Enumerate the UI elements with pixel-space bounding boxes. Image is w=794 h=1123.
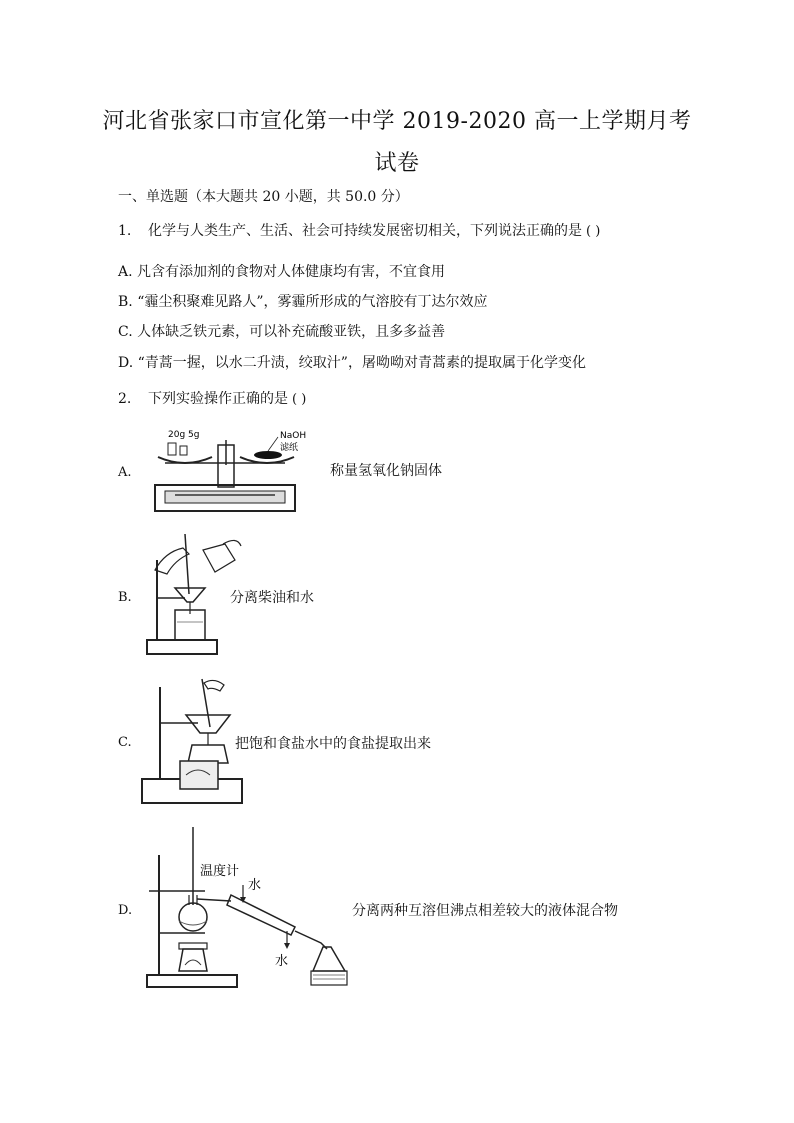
- distillation-setup-figure: [145, 825, 360, 990]
- water-inlet-label: 水: [248, 878, 262, 893]
- evaporation-setup-figure: [140, 675, 250, 807]
- option-b-caption: 分离柴油和水: [230, 590, 314, 606]
- option-a: A. 凡含有添加剂的食物对人体健康均有害，不宜食用: [118, 264, 446, 280]
- question-text: 下列实验操作正确的是: [148, 391, 288, 407]
- naoh-label: NaOH: [280, 431, 307, 441]
- answer-blank: ( ): [292, 392, 307, 407]
- answer-blank: ( ): [586, 224, 601, 239]
- thermometer-label: 温度计: [200, 864, 240, 879]
- water-outlet-label: 水: [275, 954, 289, 969]
- question-number: 1.: [118, 223, 132, 239]
- weights-label: 20g 5g: [168, 430, 200, 440]
- page-title-line2: 试卷: [374, 151, 420, 176]
- option-c-letter: C.: [118, 735, 132, 750]
- section-heading: 一、单选题（本大题共 20 小题，共 50.0 分）: [118, 189, 409, 205]
- option-b-letter: B.: [118, 590, 132, 605]
- question-2: [118, 388, 306, 408]
- option-d-letter: D.: [118, 903, 133, 918]
- page-title: 河北省张家口市宣化第一中学 2019-2020 高一上学期月考: [102, 109, 692, 134]
- question-number: 2.: [118, 391, 132, 407]
- option-c-caption: 把饱和食盐水中的食盐提取出来: [235, 736, 431, 752]
- option-c: C. 人体缺乏铁元素，可以补充硫酸亚铁，且多多益善: [118, 324, 446, 340]
- question-1: [118, 220, 600, 240]
- option-d: D. “青蒿一握，以水二升渍，绞取汁”，屠呦呦对青蒿素的提取属于化学变化: [118, 355, 586, 371]
- question-text: 化学与人类生产、生活、社会可持续发展密切相关，下列说法正确的是: [148, 223, 582, 239]
- option-b: B. “霾尘积聚难见路人”，雾霾所形成的气溶胶有丁达尔效应: [118, 294, 488, 310]
- balance-figure: [150, 425, 307, 515]
- option-a-caption: 称量氢氧化钠固体: [330, 463, 442, 479]
- filter-paper-label: 滤纸: [280, 443, 299, 453]
- option-a-letter: A.: [118, 465, 132, 480]
- option-d-caption: 分离两种互溶但沸点相差较大的液体混合物: [352, 903, 618, 919]
